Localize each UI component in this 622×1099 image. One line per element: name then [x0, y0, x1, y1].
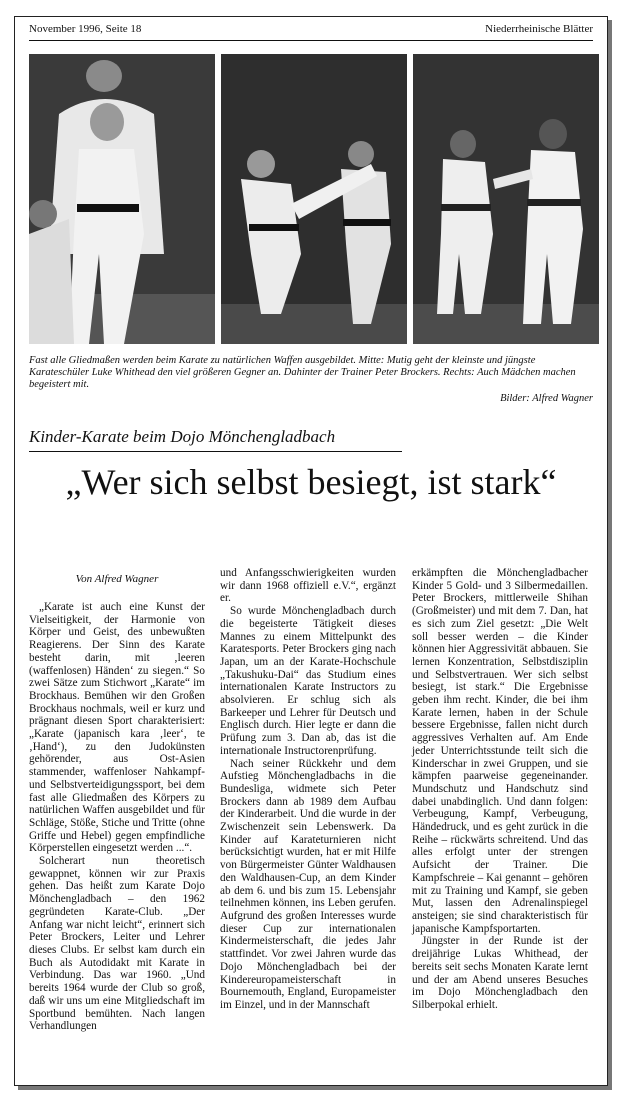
page-header [29, 23, 593, 41]
publication-name: Niederrheinische Blätter [485, 23, 593, 35]
paragraph: und Anfangsschwierigkeiten wurden wir dann 1968 offiziell e.V.“, ergänzt er. [220, 567, 396, 605]
newspaper-page [14, 16, 608, 1086]
kicker-rule [29, 451, 402, 452]
karate-girls-photo [413, 54, 599, 344]
article-headline: „Wer sich selbst besiegt, ist stark“ [65, 462, 557, 502]
paragraph: Solcherart nun theoretisch gewappnet, können wir zur Praxis gehen. Das heißt zum Karate Dojo Mönchengladbach – den 1962 gegründeten Karate-Club. „Der Anfang war nicht leicht“, erinnert sich Peter Brockers, Leiter und Lehrer dieses Clubs. Er selbst kam durch ein Buch als Autodidakt mit Karate in Verbindung. Das war 1960. „Und bereits 1964 wurde der Club so groß, daß wir uns um eine Mitgliedschaft im Sportbund bemühten. Nach langen Verhandlungen [29, 855, 205, 1033]
issue-date-page: November 1996, Seite 18 [29, 23, 142, 35]
paragraph: erkämpften die Mönchengladbacher Kinder 5 Gold- und 3 Silbermedaillen. Peter Brockers, mittlerweile Shihan (Großmeister) und mit dem 7. Dan, hat es sich zum Ziel gesetzt: „Die Welt soll besser werden – die Kinder können hier Aggressivität abbauen. Sie lernen Konzentration, Selbstdisziplin und Selbstvertrauen. Wer sich selbst besiegt, ist stark.“ Die Ergebnisse geben ihm recht. Kinder, die bei ihm Karate lernen, haben in der Schule bessere Ergebnisse, fallen nicht durch aggressives Verhalten auf. Am Ende jeder Unterrichtsstunde teilt sich die Kinderschar in zwei Gruppen, und sie kämpfen paarweise gegeneinander. Mundschutz und Handschutz sind dabei unabdinglich. Und dann folgen: Verbeugung, Kampf, Verbeugung, Händedruck, und es geht zurück in die Reihe – rückwärts schreitend. Und das alles erfolgt unter der strengen Aufsicht der Trainer. Die Kampfschreie – Kai genannt – gehören mit zu Training und Kampf, sie geben Mut, lassen den Adrenalinspiegel ansteigen; sie sind charakteristisch für japanische Kampfsportarten. [412, 567, 588, 935]
photo-caption: Fast alle Gliedmaßen werden beim Karate zu natürlichen Waffen ausgebildet. Mitte: Mutig geht der kleinste und jüngste Karateschüler Luke Whithead den viel größeren Gegner an. Dahinter der Trainer Peter Brockers. Rechts: Auch Mädchen machen begeistert mit. [29, 355, 576, 390]
karate-trainer-child-photo [29, 54, 215, 344]
karate-kick-photo [221, 54, 407, 344]
paragraph: Nach seiner Rückkehr und dem Aufstieg Mönchengladbachs in die Bundesliga, widmete sich Peter Brockers dann ab 1989 dem Aufbau der Kinderarbeit. Und die wurde in der Zwischenzeit sein Lebenswerk. Da Kinder auf Karateturnieren nicht berücksichtigt wurden, hat er mit Hilfe von Bürgermeister Günter Waldhausen den Waldhausen-Cup, an dem Kinder ab dem 6. und bis zum 15. Lebensjahr teilnehmen können, ins Leben gerufen. Aufgrund des großen Interesses wurde dieser Cup zur internationalen Kindermeisterschaft, die jedes Jahr stattfindet. Vor zwei Jahren wurde das Dojo Mönchengladbach bei der Kindereuropameisterschaft in Bournemouth, England, Europameister im Einzel, und in der Mannschaft [220, 757, 396, 1011]
photo-strip [29, 54, 593, 344]
byline: Von Alfred Wagner [75, 573, 159, 585]
paragraph: Jüngster in der Runde ist der dreijährige Lukas Whithead, der bereits seit sechs Monaten Karate lernt und der am Abend unseres Besuches im Dojo Mönchengladbach den Silberpokal erhielt. [412, 935, 588, 1011]
photo-credit: Bilder: Alfred Wagner [500, 393, 593, 404]
article-kicker: Kinder-Karate beim Dojo Mönchengladbach [29, 427, 336, 446]
paragraph: „Karate ist auch eine Kunst der Vielseitigkeit, der Harmonie von Körper und Geist, des unbewußten Reagierens. Der Sinn des Karate besteht darin, mit ‚leeren (waffenlosen) Händen‘ zu siegen.“ So zwei Sätze zum Stichwort „Karate“ im Brockhaus. Bemühen wir den Großen Brockhaus nochmals, weil er kurz und prägnant diesen Sport charakterisiert: „Karate (japanisch kara ‚leer‘, te ‚Hand‘), zu den Judokünsten gehörender, aus Ost-Asien stammender, waffenloser Nahkampf- und Selbstverteidigungssport, bei dem fast alle Gliedmaßen des Körpers zu natürlichen Waffen ausgebildet und für Schläge, Stöße, Stiche und Tritte (ohne Griffe und Hebel) gegen empfindliche Körperstellen eingesetzt werden ...“. [29, 601, 205, 855]
article-column-3 [412, 567, 588, 1012]
paragraph: So wurde Mönchengladbach durch die begeisterte Tätigkeit dieses Mannes zu einem Mittelpunkt des Karatesports. Peter Brockers ging nach Japan, um an der Karate-Hochschule „Takushuku-Dai“ das Studium eines internationalen Karate Instructors zu absolvieren. Er schlug sich als Barkeeper und Lehrer für Deutsch und Englisch durch. Hier legte er dann die Prüfung zum 3. Dan ab, das ist die internationale Instructorenprüfung. [220, 605, 396, 757]
article-column-1 [29, 601, 205, 1033]
article-column-2 [220, 567, 396, 1012]
